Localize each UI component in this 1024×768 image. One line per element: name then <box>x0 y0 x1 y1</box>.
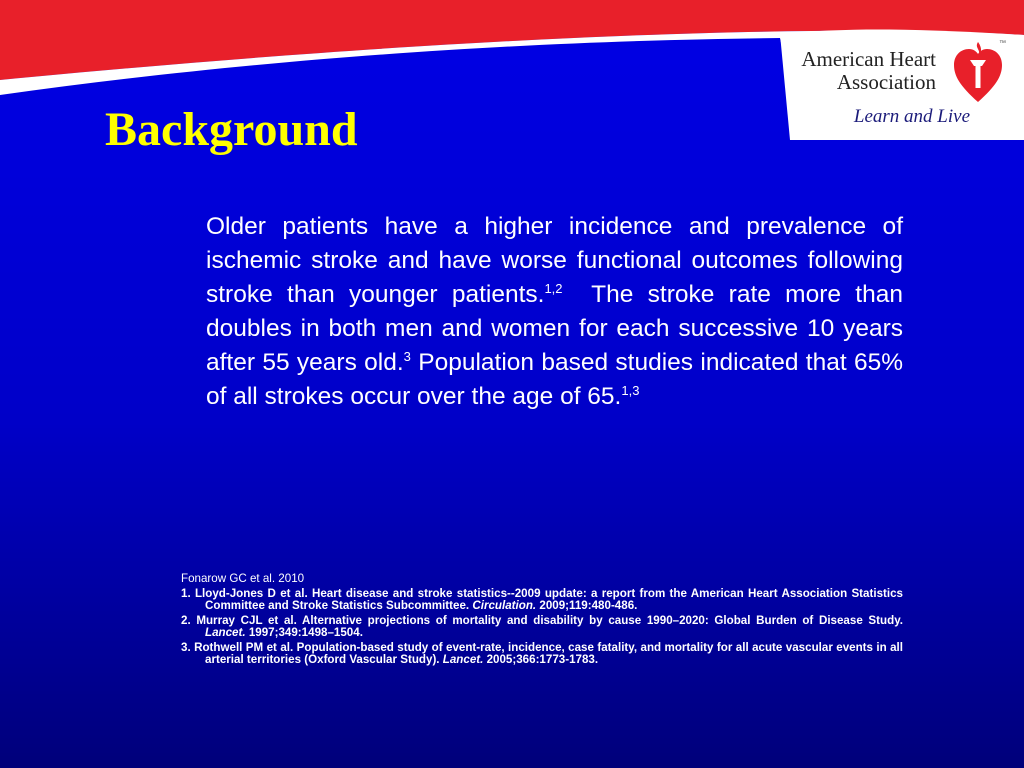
reference-item <box>181 588 903 612</box>
references-block <box>181 573 903 669</box>
aha-logo <box>790 40 1020 132</box>
reference-text: 3. Rothwell PM et al. Population-based study of event-rate, incidence, case fatality, and mortality for all acute vascular events in all arterial territories (Oxford Vascular Study). <box>181 641 903 666</box>
reference-item <box>181 615 903 639</box>
trademark-symbol: ™ <box>999 40 1006 47</box>
reference-journal: Lancet. <box>442 653 484 666</box>
reference-tail: 2009;119:480-486. <box>536 599 638 612</box>
logo-name-line1: American Heart <box>801 47 936 71</box>
reference-item <box>181 642 903 666</box>
logo-name-line2: Association <box>836 70 936 94</box>
citation-1-3: 1,3 <box>621 383 640 398</box>
reference-tail: 2005;366:1773-1783. <box>483 653 599 666</box>
heart-torch-icon <box>952 40 1004 104</box>
citation-3: 3 <box>403 349 411 364</box>
references-heading: Fonarow GC et al. 2010 <box>181 572 305 585</box>
reference-text: 2. Murray CJL et al. Alternative projections of mortality and disability by cause 1990–2020: Global Burden of Disease Study. <box>181 614 903 627</box>
reference-journal: Lancet. <box>205 626 246 639</box>
body-paragraph <box>206 210 903 414</box>
body-sentence-1: Older patients have a higher incidence and prevalence of ischemic stroke and have worse functional outcomes following stroke than younger patients. <box>206 213 903 308</box>
logo-tagline: Learn and Live <box>853 106 970 127</box>
reference-text: 1. Lloyd-Jones D et al. Heart disease and stroke statistics--2009 update: a report from the American Heart Association Statistics Committee and Stroke Statistics Subcommittee. <box>181 587 903 612</box>
logo-name <box>801 48 936 94</box>
reference-tail: 1997;349:1498–1504. <box>245 626 363 639</box>
body-sentence-2: The stroke rate more than doubles in both men and women for each successive 10 years after 55 years old. <box>206 281 903 376</box>
slide-title: Background <box>105 103 358 156</box>
reference-journal: Circulation. <box>472 599 537 612</box>
body-sentence-3: Population based studies indicated that 65% of all strokes occur over the age of 65. <box>206 349 903 410</box>
citation-1-2: 1,2 <box>544 281 563 296</box>
